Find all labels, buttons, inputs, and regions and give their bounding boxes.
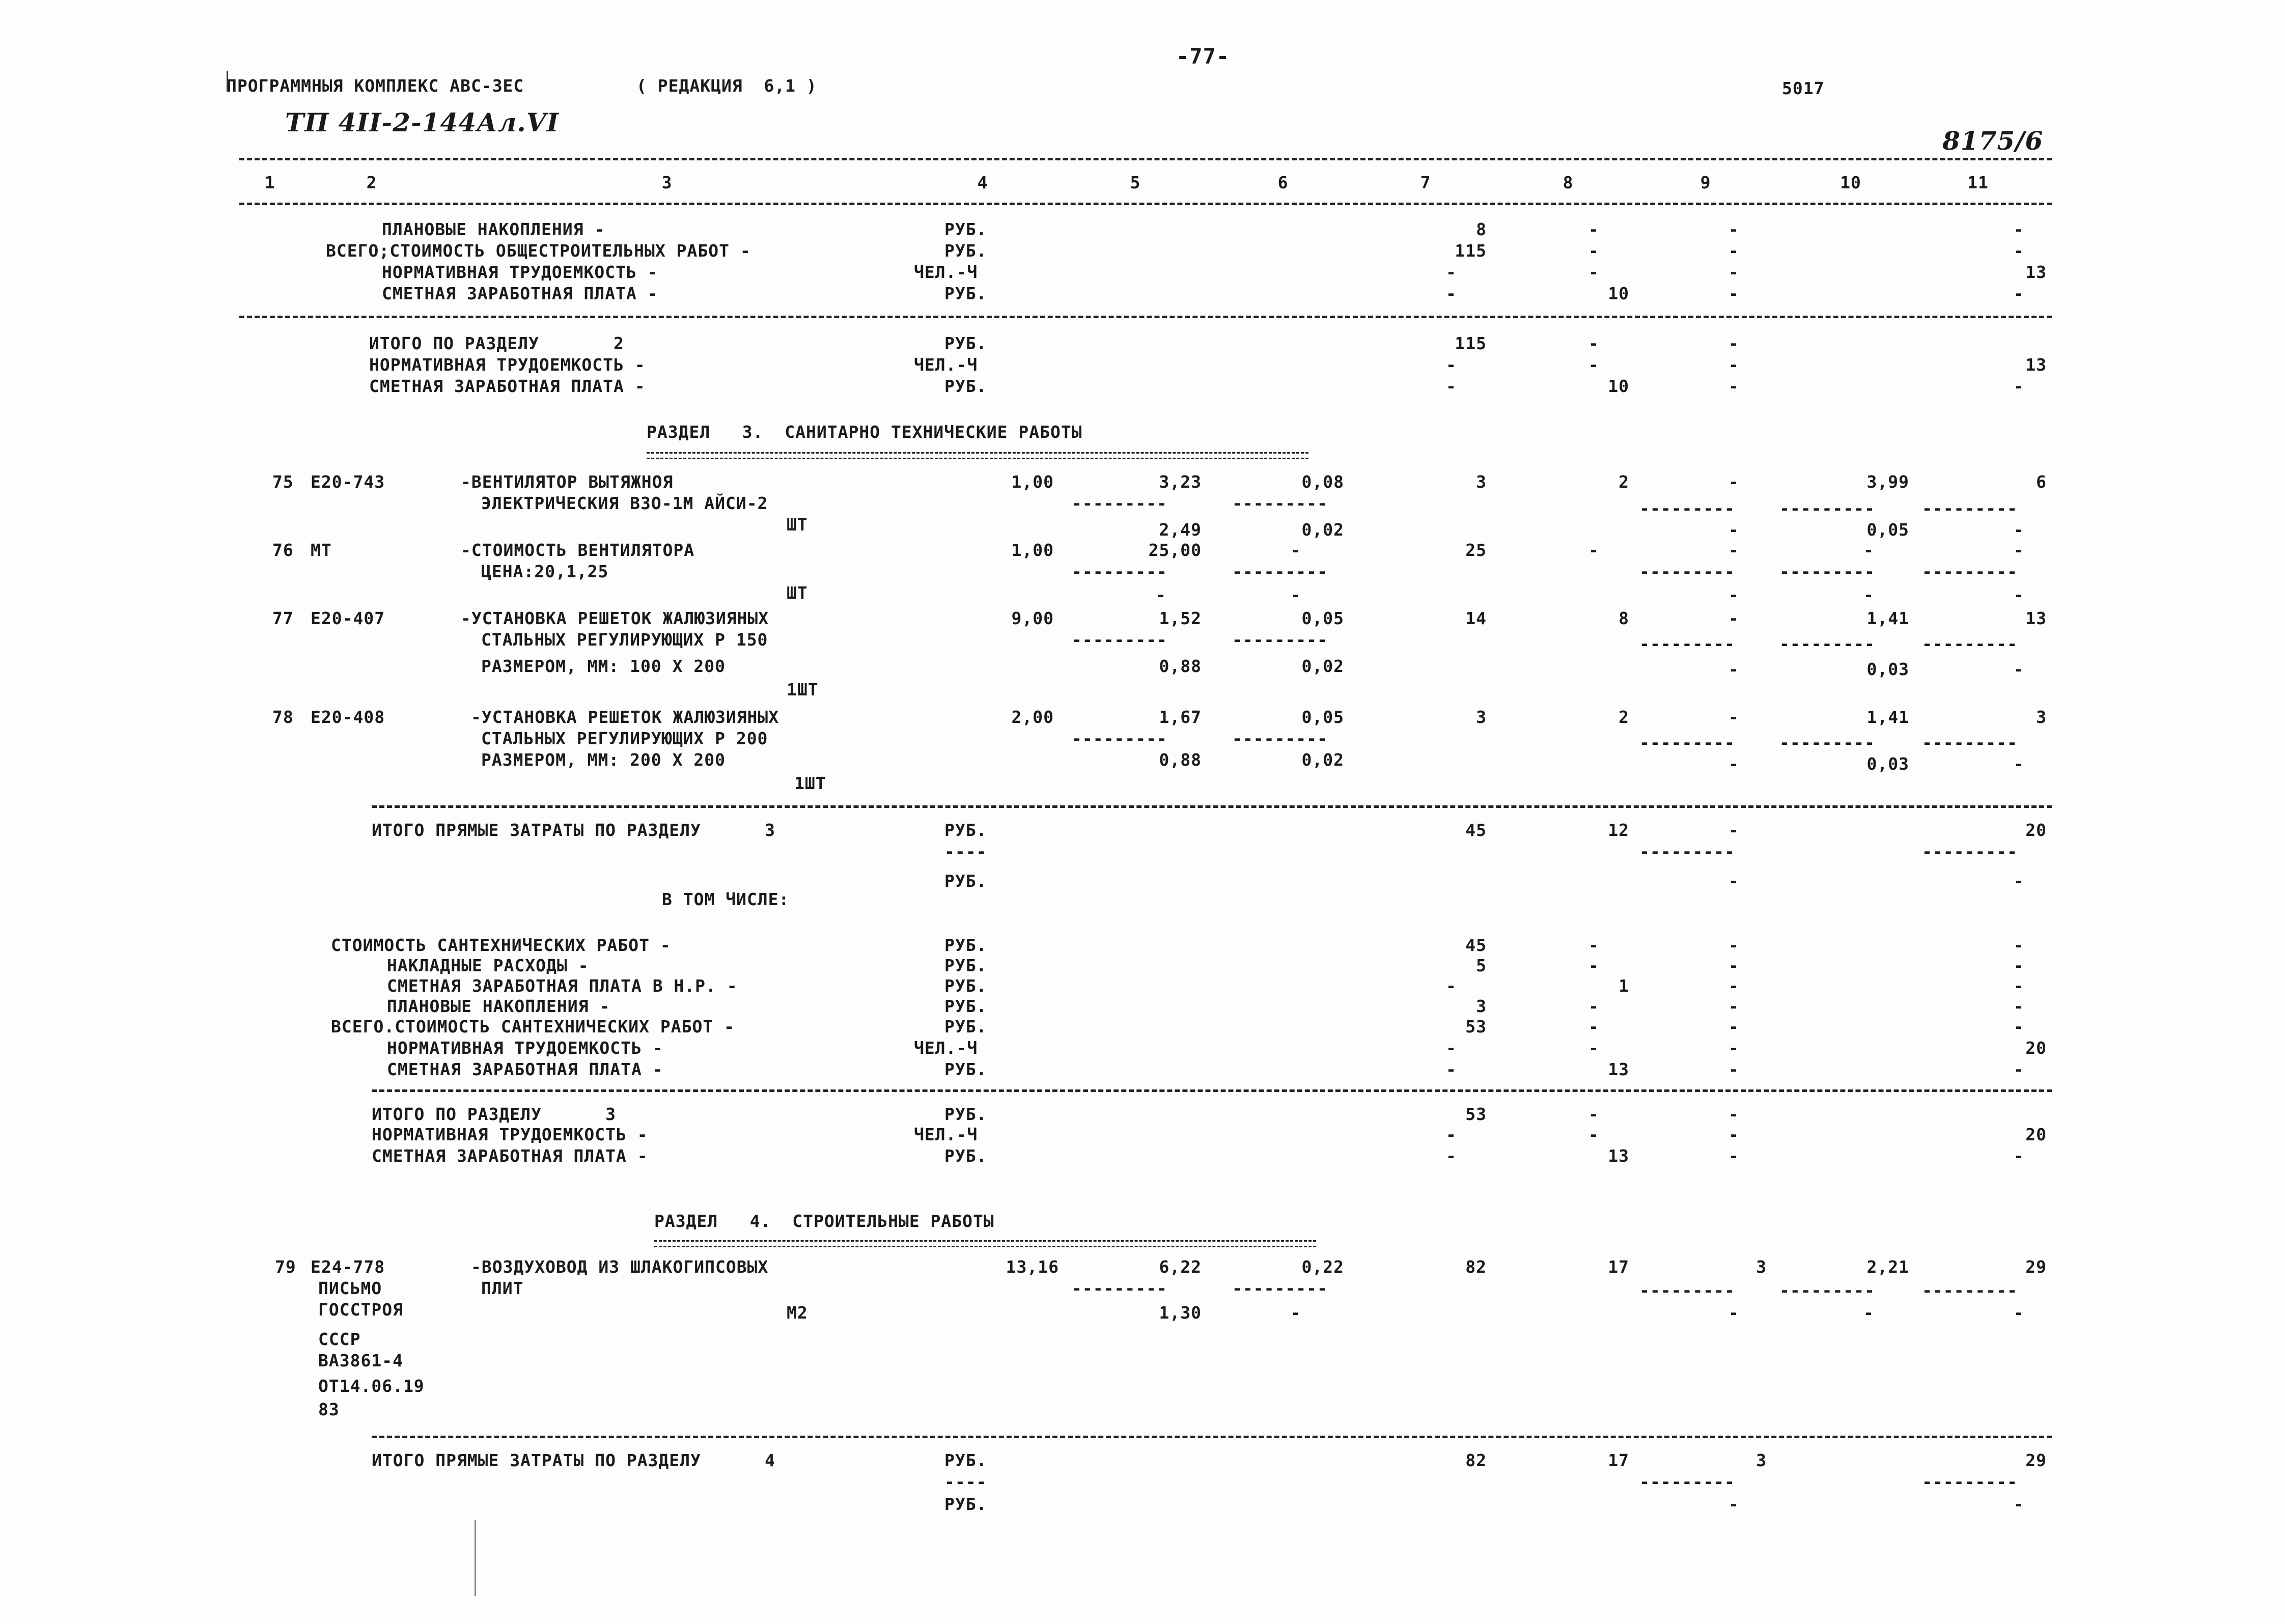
row78-c10b: 0,03	[1866, 754, 1909, 774]
row76-c7: 25	[1465, 540, 1487, 560]
s3-naklad-c8: -	[1589, 956, 1599, 975]
row76-qty: 1,00	[1011, 540, 1054, 560]
row76-c9-rule: ---------	[1639, 562, 1735, 581]
row79-qty: 13,16	[1006, 1257, 1059, 1277]
row78-c6b: 0,02	[1301, 750, 1344, 770]
s2-itogo-zp-unit: РУБ.	[944, 376, 987, 396]
row78-c6: 0,05	[1301, 707, 1344, 727]
s2-norm-unit: ЧЕЛ.-Ч	[914, 262, 978, 282]
s4-itogo-pryamye-unit-rule: ----	[944, 1472, 987, 1492]
row75-c11-rule: ---------	[1922, 498, 2018, 518]
row77-c10b: 0,03	[1866, 659, 1909, 679]
row79-c9b: -	[1729, 1303, 1739, 1323]
row79-code-1: Е24-778	[311, 1257, 385, 1277]
s4-itogo-pryamye-label: ИТОГО ПРЯМЫЕ ЗАТРАТЫ ПО РАЗДЕЛУ 4	[372, 1450, 775, 1470]
row76-c5: 25,00	[1148, 540, 1202, 560]
row78-c5-rule: ---------	[1072, 729, 1167, 748]
tp-handwritten-label: ТП 4II-2-144Ал.VI	[285, 107, 559, 137]
s3-itogo-pryamye-c9-rule: ---------	[1639, 842, 1735, 861]
s3-itogo-pryamye-c8: 12	[1608, 820, 1629, 840]
row79-unit: М2	[787, 1303, 808, 1323]
s3-naklad-c11: -	[2014, 956, 2024, 975]
row76-desc-1: -СТОИМОСТЬ ВЕНТИЛЯТОРА	[461, 540, 695, 560]
row78-c9b: -	[1729, 754, 1739, 774]
s2-vsego-unit: РУБ.	[944, 241, 987, 261]
s2-itogo-zp-label: СМЕТНАЯ ЗАРАБОТНАЯ ПЛАТА -	[369, 376, 646, 396]
s2-itogo-norm-c9: -	[1729, 355, 1739, 375]
s3-vsego-c8: -	[1589, 1017, 1599, 1037]
row79-c7: 82	[1465, 1257, 1487, 1277]
row76-c10b: -	[1863, 585, 1874, 605]
scan-left-mark	[227, 71, 228, 92]
s3-itogo-zp-label: СМЕТНАЯ ЗАРАБОТНАЯ ПЛАТА -	[372, 1146, 648, 1166]
colnum-7: 7	[1420, 173, 1431, 192]
s3-naklad-c7: 5	[1476, 956, 1487, 975]
row76-c10: -	[1863, 540, 1874, 560]
s3-plan-label: ПЛАНОВЫЕ НАКОПЛЕНИЯ -	[387, 996, 610, 1016]
s4-itogo-pryamye-c8: 17	[1608, 1450, 1629, 1470]
s2-itogo-unit: РУБ.	[944, 333, 987, 353]
s3-itogo-c8: -	[1589, 1104, 1599, 1124]
row78-desc-1: -УСТАНОВКА РЕШЕТОК ЖАЛЮЗИЯНЫХ	[471, 707, 779, 727]
s3-zpnr-c11: -	[2014, 976, 2024, 996]
s3-stoim-c8: -	[1589, 935, 1599, 955]
s2-plan-nak-c9: -	[1729, 219, 1739, 239]
s3-zp-unit: РУБ.	[944, 1059, 987, 1079]
row79-desc-1: -ВОЗДУХОВОД ИЗ ШЛАКОГИПСОВЫХ	[471, 1257, 769, 1277]
row79-c6-rule: ---------	[1232, 1278, 1328, 1298]
s2-plan-nak-c7: 8	[1476, 219, 1487, 239]
colnum-2: 2	[366, 173, 377, 192]
row75-c11: 6	[2036, 472, 2047, 492]
s3-stoim-unit: РУБ.	[944, 935, 987, 955]
colnum-4: 4	[977, 173, 988, 192]
row77-c11: 13	[2025, 608, 2047, 628]
s3-vsego-c11: -	[2014, 1017, 2024, 1037]
s3-itogo-pryamye-c7: 45	[1465, 820, 1487, 840]
row78-c10-rule: ---------	[1779, 733, 1875, 752]
row79-c6b: -	[1291, 1303, 1301, 1323]
row79-desc-2: ПЛИТ	[481, 1278, 524, 1298]
row79-c9-rule: ---------	[1639, 1280, 1735, 1300]
s2-itogo-norm-label: НОРМАТИВНАЯ ТРУДОЕМКОСТЬ -	[369, 355, 646, 375]
row76-c6b: -	[1291, 585, 1301, 605]
row79-code-3: ГОССТРОЯ	[318, 1300, 403, 1320]
s3-itogo-norm-c8: -	[1589, 1125, 1599, 1144]
s2-norm-c8: -	[1589, 262, 1599, 282]
row77-c10-rule: ---------	[1779, 634, 1875, 654]
scan-margin-mark	[475, 1520, 476, 1596]
row75-c6: 0,08	[1301, 472, 1344, 492]
row79-code-4: СССР	[318, 1329, 361, 1349]
s3-zp-c8: 13	[1608, 1059, 1629, 1079]
row75-c6-rule: ---------	[1232, 493, 1328, 513]
s3-vsego-unit: РУБ.	[944, 1017, 987, 1037]
row79-code-7: 83	[318, 1399, 340, 1419]
row78-c11: 3	[2036, 707, 2047, 727]
row78-c7: 3	[1476, 707, 1487, 727]
s2-vsego-c7: 115	[1455, 241, 1487, 261]
row79-c8: 17	[1608, 1257, 1629, 1277]
row76-c11: -	[2014, 540, 2024, 560]
s3-itogo-zp-unit: РУБ.	[944, 1146, 987, 1166]
s3-naklad-unit: РУБ.	[944, 956, 987, 975]
s4-itogo-pryamye-rule	[372, 1436, 2052, 1438]
s3-itogo-pryamye-c11b: -	[2014, 871, 2024, 891]
section4-title-underline	[654, 1240, 1316, 1247]
row76-c6-rule: ---------	[1232, 562, 1328, 581]
row75-c10: 3,99	[1866, 472, 1909, 492]
s3-itogo-norm-c7: -	[1446, 1125, 1457, 1144]
row76-c8: -	[1589, 540, 1599, 560]
row77-c11-rule: ---------	[1922, 634, 2018, 654]
s3-norm-label: НОРМАТИВНАЯ ТРУДОЕМКОСТЬ -	[387, 1038, 663, 1058]
s3-norm-c7: -	[1446, 1038, 1457, 1058]
s2-itogo-zp-c9: -	[1729, 376, 1739, 396]
row78-code: Е20-408	[311, 707, 385, 727]
row75-c9b: -	[1729, 520, 1739, 540]
s4-itogo-pryamye-unit: РУБ.	[944, 1450, 987, 1470]
s4-itogo-pryamye-unit-2: РУБ.	[944, 1494, 987, 1514]
s3-itogo-pryamye-c11: 20	[2025, 820, 2047, 840]
row79-code-5: ВА3861-4	[318, 1351, 403, 1370]
row77-c11b: -	[2014, 659, 2024, 679]
s3-itogo-pryamye-unit-2: РУБ.	[944, 871, 987, 891]
s2-plan-nak-label: ПЛАНОВЫЕ НАКОПЛЕНИЯ -	[382, 219, 605, 239]
page-number: -77-	[1176, 44, 1230, 69]
edition-label: ( РЕДАКЦИЯ 6,1 )	[636, 76, 817, 96]
row79-num: 79	[275, 1257, 296, 1277]
s3-plan-c8: -	[1589, 996, 1599, 1016]
s2-norm-c9: -	[1729, 262, 1739, 282]
s3-zpnr-c8: 1	[1619, 976, 1629, 996]
s2-norm-label: НОРМАТИВНАЯ ТРУДОЕМКОСТЬ -	[382, 262, 658, 282]
row79-c11-rule: ---------	[1922, 1280, 2018, 1300]
row75-c5-rule: ---------	[1072, 493, 1167, 513]
row75-c7: 3	[1476, 472, 1487, 492]
row78-c6-rule: ---------	[1232, 729, 1328, 748]
s2-plan-nak-c8: -	[1589, 219, 1599, 239]
row79-code-2: ПИСЬМО	[318, 1278, 382, 1298]
row77-c9: -	[1729, 608, 1739, 628]
s3-zp-c9: -	[1729, 1059, 1739, 1079]
s3-itogo-pryamye-rule	[372, 805, 2052, 808]
s3-stoim-label: СТОИМОСТЬ САНТЕХНИЧЕСКИХ РАБОТ -	[331, 935, 671, 955]
row75-desc-2: ЭЛЕКТРИЧЕСКИЯ ВЗО-1М АЙСИ-2	[481, 493, 768, 513]
row78-c11b: -	[2014, 754, 2024, 774]
s2-zp-c7: -	[1446, 284, 1457, 303]
s3-zpnr-c7: -	[1446, 976, 1457, 996]
row77-c9-rule: ---------	[1639, 634, 1735, 654]
row77-c9b: -	[1729, 659, 1739, 679]
row76-c10-rule: ---------	[1779, 562, 1875, 581]
row75-c5: 3,23	[1159, 472, 1202, 492]
row78-desc-2: СТАЛЬНЫХ РЕГУЛИРУЮЩИХ Р 200	[481, 729, 768, 748]
s3-itogo-c7: 53	[1465, 1104, 1487, 1124]
s2-itogo-norm-c11: 13	[2025, 355, 2047, 375]
s3-plan-c11: -	[2014, 996, 2024, 1016]
row76-unit: ШТ	[787, 583, 808, 603]
row78-unit: 1ШТ	[794, 773, 826, 793]
s2-vsego-label: ВСЕГО;СТОИМОСТЬ ОБЩЕСТРОИТЕЛЬНЫХ РАБОТ -	[326, 241, 751, 261]
row79-c11b: -	[2014, 1303, 2024, 1323]
row77-c5: 1,52	[1159, 608, 1202, 628]
s3-in-total-heading: В ТОМ ЧИСЛЕ:	[662, 889, 790, 909]
row75-unit: ШТ	[787, 515, 808, 535]
s3-itogo-zp-c9: -	[1729, 1146, 1739, 1166]
sheet-ref-handwritten: 8175/6	[1942, 126, 2044, 156]
row77-desc-3: РАЗМЕРОМ, ММ: 100 Х 200	[481, 656, 726, 676]
s2-plan-nak-unit: РУБ.	[944, 219, 987, 239]
program-title: ПРОГРАММНЫЯ КОМПЛЕКС АВС-ЗЕС	[227, 76, 524, 96]
row79-c5b: 1,30	[1159, 1303, 1202, 1323]
s2-vsego-c8: -	[1589, 241, 1599, 261]
row77-code: Е20-407	[311, 608, 385, 628]
row77-c6-rule: ---------	[1232, 630, 1328, 650]
s3-itogo-c9: -	[1729, 1104, 1739, 1124]
s3-itogo-rule	[372, 1089, 2052, 1092]
s4-itogo-pryamye-c11: 29	[2025, 1450, 2047, 1470]
s3-vsego-label: ВСЕГО.СТОИМОСТЬ САНТЕХНИЧЕСКИХ РАБОТ -	[331, 1017, 735, 1037]
row78-qty: 2,00	[1011, 707, 1054, 727]
s3-norm-c11: 20	[2025, 1038, 2047, 1058]
row75-c11b: -	[2014, 520, 2024, 540]
row77-c7: 14	[1465, 608, 1487, 628]
s2-itogo-c9: -	[1729, 333, 1739, 353]
s2-itogo-zp-c11: -	[2014, 376, 2024, 396]
s3-itogo-pryamye-unit: РУБ.	[944, 820, 987, 840]
row78-c9: -	[1729, 707, 1739, 727]
row77-c6: 0,05	[1301, 608, 1344, 628]
row79-c5-rule: ---------	[1072, 1278, 1167, 1298]
colnum-11: 11	[1967, 173, 1989, 192]
s3-itogo-zp-c8: 13	[1608, 1146, 1629, 1166]
row79-c5: 6,22	[1159, 1257, 1202, 1277]
s2-itogo-norm-c8: -	[1589, 355, 1599, 375]
s4-itogo-pryamye-c7: 82	[1465, 1450, 1487, 1470]
s3-zp-c7: -	[1446, 1059, 1457, 1079]
row75-code: Е20-743	[311, 472, 385, 492]
section4-title: РАЗДЕЛ 4. СТРОИТЕЛЬНЫЕ РАБОТЫ	[654, 1211, 994, 1231]
s2-plan-nak-c11: -	[2014, 219, 2024, 239]
s3-stoim-c9: -	[1729, 935, 1739, 955]
row75-num: 75	[272, 472, 294, 492]
s3-itogo-zp-c11: -	[2014, 1146, 2024, 1166]
row75-desc-1: -ВЕНТИЛЯТОР ВЫТЯЖНОЯ	[461, 472, 674, 492]
row76-c6: -	[1291, 540, 1301, 560]
s2-zp-c11: -	[2014, 284, 2024, 303]
s3-zp-c11: -	[2014, 1059, 2024, 1079]
s2-vsego-c9: -	[1729, 241, 1739, 261]
s3-vsego-c9: -	[1729, 1017, 1739, 1037]
s3-itogo-norm-unit: ЧЕЛ.-Ч	[914, 1125, 978, 1144]
colnum-3: 3	[661, 173, 673, 192]
row76-c5b: -	[1156, 585, 1166, 605]
s3-itogo-pryamye-label: ИТОГО ПРЯМЫЕ ЗАТРАТЫ ПО РАЗДЕЛУ 3	[372, 820, 775, 840]
row75-c5b: 2,49	[1159, 520, 1202, 540]
s3-itogo-pryamye-unit-rule: ----	[944, 842, 987, 861]
row77-desc-1: -УСТАНОВКА РЕШЕТОК ЖАЛЮЗИЯНЫХ	[461, 608, 769, 628]
row78-c11-rule: ---------	[1922, 733, 2018, 752]
row77-desc-2: СТАЛЬНЫХ РЕГУЛИРУЮЩИХ Р 150	[481, 630, 768, 650]
colnum-5: 5	[1130, 173, 1141, 192]
doc-code: 5017	[1782, 78, 1825, 98]
s2-zp-label: СМЕТНАЯ ЗАРАБОТНАЯ ПЛАТА -	[382, 284, 658, 303]
s3-zpnr-c9: -	[1729, 976, 1739, 996]
colnum-10: 10	[1840, 173, 1861, 192]
header-rule-top	[239, 158, 2052, 160]
s3-vsego-c7: 53	[1465, 1017, 1487, 1037]
s4-itogo-pryamye-c9-rule: ---------	[1639, 1472, 1735, 1492]
s3-norm-c8: -	[1589, 1038, 1599, 1058]
row75-c8: 2	[1619, 472, 1629, 492]
s3-norm-unit: ЧЕЛ.-Ч	[914, 1038, 978, 1058]
row79-c9: 3	[1756, 1257, 1767, 1277]
row76-num: 76	[272, 540, 294, 560]
s2-zp-c9: -	[1729, 284, 1739, 303]
row79-c10: 2,21	[1866, 1257, 1909, 1277]
colnum-8: 8	[1563, 173, 1574, 192]
s4-itogo-pryamye-c11-rule: ---------	[1922, 1472, 2018, 1492]
s3-itogo-norm-c11: 20	[2025, 1125, 2047, 1144]
row78-c9-rule: ---------	[1639, 733, 1735, 752]
s3-plan-unit: РУБ.	[944, 996, 987, 1016]
colnum-6: 6	[1277, 173, 1289, 192]
s3-itogo-pryamye-c11-rule: ---------	[1922, 842, 2018, 861]
s3-stoim-c11: -	[2014, 935, 2024, 955]
section3-title-underline	[647, 452, 1308, 459]
row77-c6b: 0,02	[1301, 656, 1344, 676]
s2-zp-c8: 10	[1608, 284, 1629, 303]
row75-c9-rule: ---------	[1639, 498, 1735, 518]
row77-qty: 9,00	[1011, 608, 1054, 628]
s4-itogo-pryamye-c9: 3	[1756, 1450, 1767, 1470]
s3-zpnr-label: СМЕТНАЯ ЗАРАБОТНАЯ ПЛАТА В Н.Р. -	[387, 976, 738, 996]
s2-itogo-norm-c7: -	[1446, 355, 1457, 375]
row77-unit: 1ШТ	[787, 680, 819, 699]
row78-c5: 1,67	[1159, 707, 1202, 727]
row79-c10-rule: ---------	[1779, 1280, 1875, 1300]
s4-itogo-pryamye-c11b: -	[2014, 1494, 2024, 1514]
row77-c10: 1,41	[1866, 608, 1909, 628]
row76-c9: -	[1729, 540, 1739, 560]
row76-desc-2: ЦЕНА:20,1,25	[481, 562, 609, 581]
row77-c5b: 0,88	[1159, 656, 1202, 676]
row78-c5b: 0,88	[1159, 750, 1202, 770]
s3-stoim-c7: 45	[1465, 935, 1487, 955]
s3-zpnr-unit: РУБ.	[944, 976, 987, 996]
row75-c9: -	[1729, 472, 1739, 492]
row77-num: 77	[272, 608, 294, 628]
s3-norm-c9: -	[1729, 1038, 1739, 1058]
row79-c6: 0,22	[1301, 1257, 1344, 1277]
s2-zp-unit: РУБ.	[944, 284, 987, 303]
row76-c11-rule: ---------	[1922, 562, 2018, 581]
row76-c5-rule: ---------	[1072, 562, 1167, 581]
row76-c11b: -	[2014, 585, 2024, 605]
row79-code-6: ОТ14.06.19	[318, 1376, 425, 1396]
section3-title: РАЗДЕЛ 3. САНИТАРНО ТЕХНИЧЕСКИЕ РАБОТЫ	[647, 422, 1082, 442]
s3-plan-c9: -	[1729, 996, 1739, 1016]
s2-vsego-c11: -	[2014, 241, 2024, 261]
s4-itogo-pryamye-c9b: -	[1729, 1494, 1739, 1514]
row75-c10-rule: ---------	[1779, 498, 1875, 518]
row79-c10b: -	[1863, 1303, 1874, 1323]
row78-desc-3: РАЗМЕРОМ, ММ: 200 Х 200	[481, 750, 726, 770]
s3-itogo-norm-label: НОРМАТИВНАЯ ТРУДОЕМКОСТЬ -	[372, 1125, 648, 1144]
s3-itogo-pryamye-c9: -	[1729, 820, 1739, 840]
s3-itogo-norm-c9: -	[1729, 1125, 1739, 1144]
s3-naklad-c9: -	[1729, 956, 1739, 975]
s3-itogo-label: ИТОГО ПО РАЗДЕЛУ 3	[372, 1104, 616, 1124]
header-rule-bottom	[239, 203, 2052, 205]
row77-c8: 8	[1619, 608, 1629, 628]
s3-itogo-unit: РУБ.	[944, 1104, 987, 1124]
row75-c6b: 0,02	[1301, 520, 1344, 540]
colnum-9: 9	[1700, 173, 1711, 192]
row78-num: 78	[272, 707, 294, 727]
row77-c5-rule: ---------	[1072, 630, 1167, 650]
row76-code: МТ	[311, 540, 332, 560]
s2-itogo-rule	[239, 316, 2052, 318]
row79-c11: 29	[2025, 1257, 2047, 1277]
colnum-1: 1	[264, 173, 275, 192]
row78-c8: 2	[1619, 707, 1629, 727]
s2-norm-c7: -	[1446, 262, 1457, 282]
row76-c9b: -	[1729, 585, 1739, 605]
s2-norm-c11: 13	[2025, 262, 2047, 282]
row75-c10b: 0,05	[1866, 520, 1909, 540]
s2-itogo-zp-c7: -	[1446, 376, 1457, 396]
s3-zp-label: СМЕТНАЯ ЗАРАБОТНАЯ ПЛАТА -	[387, 1059, 663, 1079]
row78-c10: 1,41	[1866, 707, 1909, 727]
s3-naklad-label: НАКЛАДНЫЕ РАСХОДЫ -	[387, 956, 589, 975]
s3-itogo-pryamye-c9b: -	[1729, 871, 1739, 891]
s3-plan-c7: 3	[1476, 996, 1487, 1016]
s2-itogo-c7: 115	[1455, 333, 1487, 353]
s2-itogo-norm-unit: ЧЕЛ.-Ч	[914, 355, 978, 375]
s3-itogo-zp-c7: -	[1446, 1146, 1457, 1166]
s2-itogo-label: ИТОГО ПО РАЗДЕЛУ 2	[369, 333, 624, 353]
s2-itogo-zp-c8: 10	[1608, 376, 1629, 396]
row75-qty: 1,00	[1011, 472, 1054, 492]
s2-itogo-c8: -	[1589, 333, 1599, 353]
